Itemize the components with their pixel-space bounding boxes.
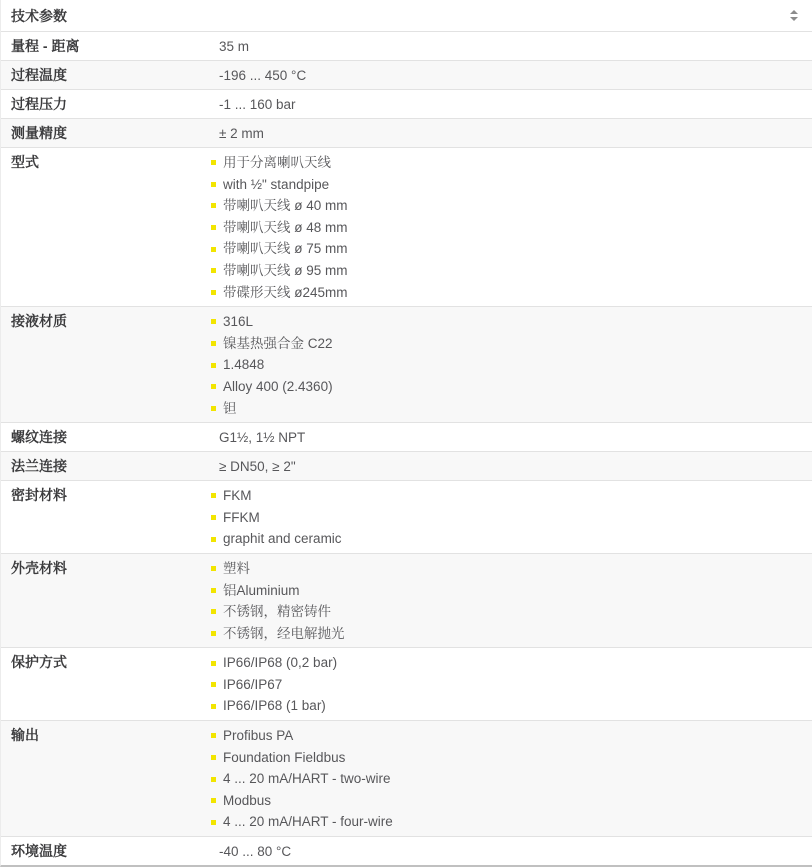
list-item-text: 塑料 bbox=[223, 560, 250, 576]
yellow-square-bullet-icon bbox=[211, 682, 216, 687]
spec-row bbox=[1, 452, 812, 481]
list-item bbox=[211, 333, 812, 355]
list-item-text: 4 ... 20 mA/HART - four-wire bbox=[223, 814, 393, 830]
yellow-square-bullet-icon bbox=[211, 384, 216, 389]
list-item bbox=[211, 174, 812, 196]
list-item bbox=[211, 695, 812, 717]
spec-value-list bbox=[211, 558, 812, 644]
spec-value bbox=[211, 481, 812, 553]
list-item-text: 不锈钢，经电解抛光 bbox=[223, 625, 345, 641]
spec-value-list bbox=[211, 311, 812, 419]
spec-value bbox=[211, 721, 812, 836]
list-item bbox=[211, 601, 812, 623]
yellow-square-bullet-icon bbox=[211, 225, 216, 230]
spec-label: 型式 bbox=[11, 154, 39, 170]
list-item bbox=[211, 260, 812, 282]
spec-value: -40 ... 80 °C bbox=[219, 844, 292, 860]
spec-label: 输出 bbox=[11, 727, 39, 744]
table-body bbox=[1, 32, 812, 865]
yellow-square-bullet-icon bbox=[211, 290, 216, 295]
spec-row bbox=[1, 648, 812, 721]
caret-down-icon bbox=[790, 17, 798, 21]
spec-value: -1 ... 160 bar bbox=[219, 97, 296, 112]
list-item bbox=[211, 652, 812, 674]
list-item-text: 钽 bbox=[223, 400, 237, 416]
list-item-text: Profibus PA bbox=[223, 728, 294, 744]
list-item-text: 不锈钢，精密铸件 bbox=[223, 604, 331, 620]
list-item bbox=[211, 376, 812, 398]
list-item-text: 316L bbox=[223, 314, 254, 330]
spec-value bbox=[211, 148, 812, 306]
list-item-text: 4 ... 20 mA/HART - two-wire bbox=[223, 771, 391, 787]
list-item-text: Alloy 400 (2.4360) bbox=[223, 378, 333, 394]
yellow-square-bullet-icon bbox=[211, 319, 216, 324]
list-item-text: IP66/IP68 (1 bar) bbox=[223, 698, 326, 714]
list-item-text: FFKM bbox=[223, 509, 260, 525]
list-item bbox=[211, 725, 812, 747]
yellow-square-bullet-icon bbox=[211, 268, 216, 273]
yellow-square-bullet-icon bbox=[211, 609, 216, 614]
yellow-square-bullet-icon bbox=[211, 777, 216, 782]
list-item bbox=[211, 195, 812, 217]
spec-value: G1½, 1½ NPT bbox=[219, 430, 306, 446]
list-item-text: Foundation Fieldbus bbox=[223, 749, 346, 765]
list-item-text: 带碟形天线 ø245mm bbox=[223, 284, 348, 300]
spec-value: ± 2 mm bbox=[219, 126, 264, 141]
list-item bbox=[211, 623, 812, 645]
spec-row bbox=[1, 837, 812, 865]
list-item-text: 带喇叭天线 ø 95 mm bbox=[223, 262, 348, 278]
list-item-text: 镍基热强合金 C22 bbox=[223, 335, 333, 351]
list-item bbox=[211, 311, 812, 333]
list-item bbox=[211, 485, 812, 507]
spec-row bbox=[1, 554, 812, 648]
list-item bbox=[211, 217, 812, 239]
spec-value bbox=[211, 554, 812, 647]
spec-value: ≥ DN50, ≥ 2" bbox=[219, 459, 296, 475]
list-item bbox=[211, 811, 812, 833]
yellow-square-bullet-icon bbox=[211, 588, 216, 593]
list-item bbox=[211, 580, 812, 602]
spec-label: 量程 - 距离 bbox=[11, 38, 80, 54]
spec-label: 过程温度 bbox=[11, 67, 67, 83]
list-item bbox=[211, 507, 812, 529]
caret-up-icon bbox=[790, 10, 798, 14]
list-item bbox=[211, 152, 812, 174]
list-item-text: FKM bbox=[223, 488, 252, 504]
spec-value-list bbox=[211, 652, 812, 717]
list-item bbox=[211, 282, 812, 304]
list-item-text: graphit and ceramic bbox=[223, 531, 342, 547]
list-item-text: 铝Aluminium bbox=[223, 582, 300, 598]
spec-row bbox=[1, 307, 812, 423]
list-item bbox=[211, 558, 812, 580]
yellow-square-bullet-icon bbox=[211, 733, 216, 738]
yellow-square-bullet-icon bbox=[211, 341, 216, 346]
spec-label: 法兰连接 bbox=[11, 458, 67, 475]
spec-row bbox=[1, 148, 812, 307]
yellow-square-bullet-icon bbox=[211, 515, 216, 520]
list-item bbox=[211, 674, 812, 696]
yellow-square-bullet-icon bbox=[211, 661, 216, 666]
yellow-square-bullet-icon bbox=[211, 631, 216, 636]
spec-value: -196 ... 450 °C bbox=[219, 68, 307, 83]
list-item bbox=[211, 354, 812, 376]
list-item-text: 用于分离喇叭天线 bbox=[223, 155, 331, 170]
spec-label: 螺纹连接 bbox=[11, 429, 67, 446]
spec-label: 保护方式 bbox=[11, 654, 67, 671]
spec-value-list bbox=[211, 485, 812, 550]
spec-label: 过程压力 bbox=[11, 96, 67, 112]
list-item-text: 带喇叭天线 ø 48 mm bbox=[223, 219, 348, 235]
list-item-text: IP66/IP67 bbox=[223, 676, 283, 692]
spec-value-list bbox=[211, 152, 812, 303]
list-item-text: IP66/IP68 (0,2 bar) bbox=[223, 655, 338, 671]
yellow-square-bullet-icon bbox=[211, 820, 216, 825]
yellow-square-bullet-icon bbox=[211, 182, 216, 187]
yellow-square-bullet-icon bbox=[211, 798, 216, 803]
spec-row bbox=[1, 481, 812, 554]
spec-label: 测量精度 bbox=[11, 125, 67, 141]
spec-value bbox=[211, 307, 812, 422]
yellow-square-bullet-icon bbox=[211, 566, 216, 571]
spec-label: 密封材料 bbox=[11, 487, 67, 504]
spec-row bbox=[1, 119, 812, 148]
list-item bbox=[211, 747, 812, 769]
spec-row bbox=[1, 32, 812, 61]
spec-value bbox=[211, 648, 812, 720]
spec-row bbox=[1, 423, 812, 452]
yellow-square-bullet-icon bbox=[211, 363, 216, 368]
list-item-text: 带喇叭天线 ø 75 mm bbox=[223, 241, 348, 257]
table-title: 技术参数 bbox=[11, 7, 67, 24]
spec-label: 接液材质 bbox=[11, 313, 67, 330]
up-down-caret-icon[interactable] bbox=[788, 8, 800, 23]
yellow-square-bullet-icon bbox=[211, 704, 216, 709]
spec-row bbox=[1, 61, 812, 90]
spec-row bbox=[1, 90, 812, 119]
list-item-text: with ½" standpipe bbox=[223, 176, 330, 192]
list-item-text: 带喇叭天线 ø 40 mm bbox=[223, 198, 348, 214]
table-header-row bbox=[1, 0, 812, 32]
yellow-square-bullet-icon bbox=[211, 203, 216, 208]
spec-row bbox=[1, 721, 812, 837]
yellow-square-bullet-icon bbox=[211, 493, 216, 498]
yellow-square-bullet-icon bbox=[211, 537, 216, 542]
spec-label: 环境温度 bbox=[11, 843, 67, 860]
list-item-text: 1.4848 bbox=[223, 357, 265, 373]
list-item bbox=[211, 398, 812, 420]
spec-label: 外壳材料 bbox=[11, 559, 67, 576]
list-item bbox=[211, 528, 812, 550]
list-item bbox=[211, 238, 812, 260]
yellow-square-bullet-icon bbox=[211, 160, 216, 165]
spec-value: 35 m bbox=[219, 39, 250, 54]
list-item-text: Modbus bbox=[223, 792, 272, 808]
yellow-square-bullet-icon bbox=[211, 406, 216, 411]
spec-value-list bbox=[211, 725, 812, 833]
yellow-square-bullet-icon bbox=[211, 755, 216, 760]
list-item bbox=[211, 768, 812, 790]
yellow-square-bullet-icon bbox=[211, 247, 216, 252]
list-item bbox=[211, 790, 812, 812]
